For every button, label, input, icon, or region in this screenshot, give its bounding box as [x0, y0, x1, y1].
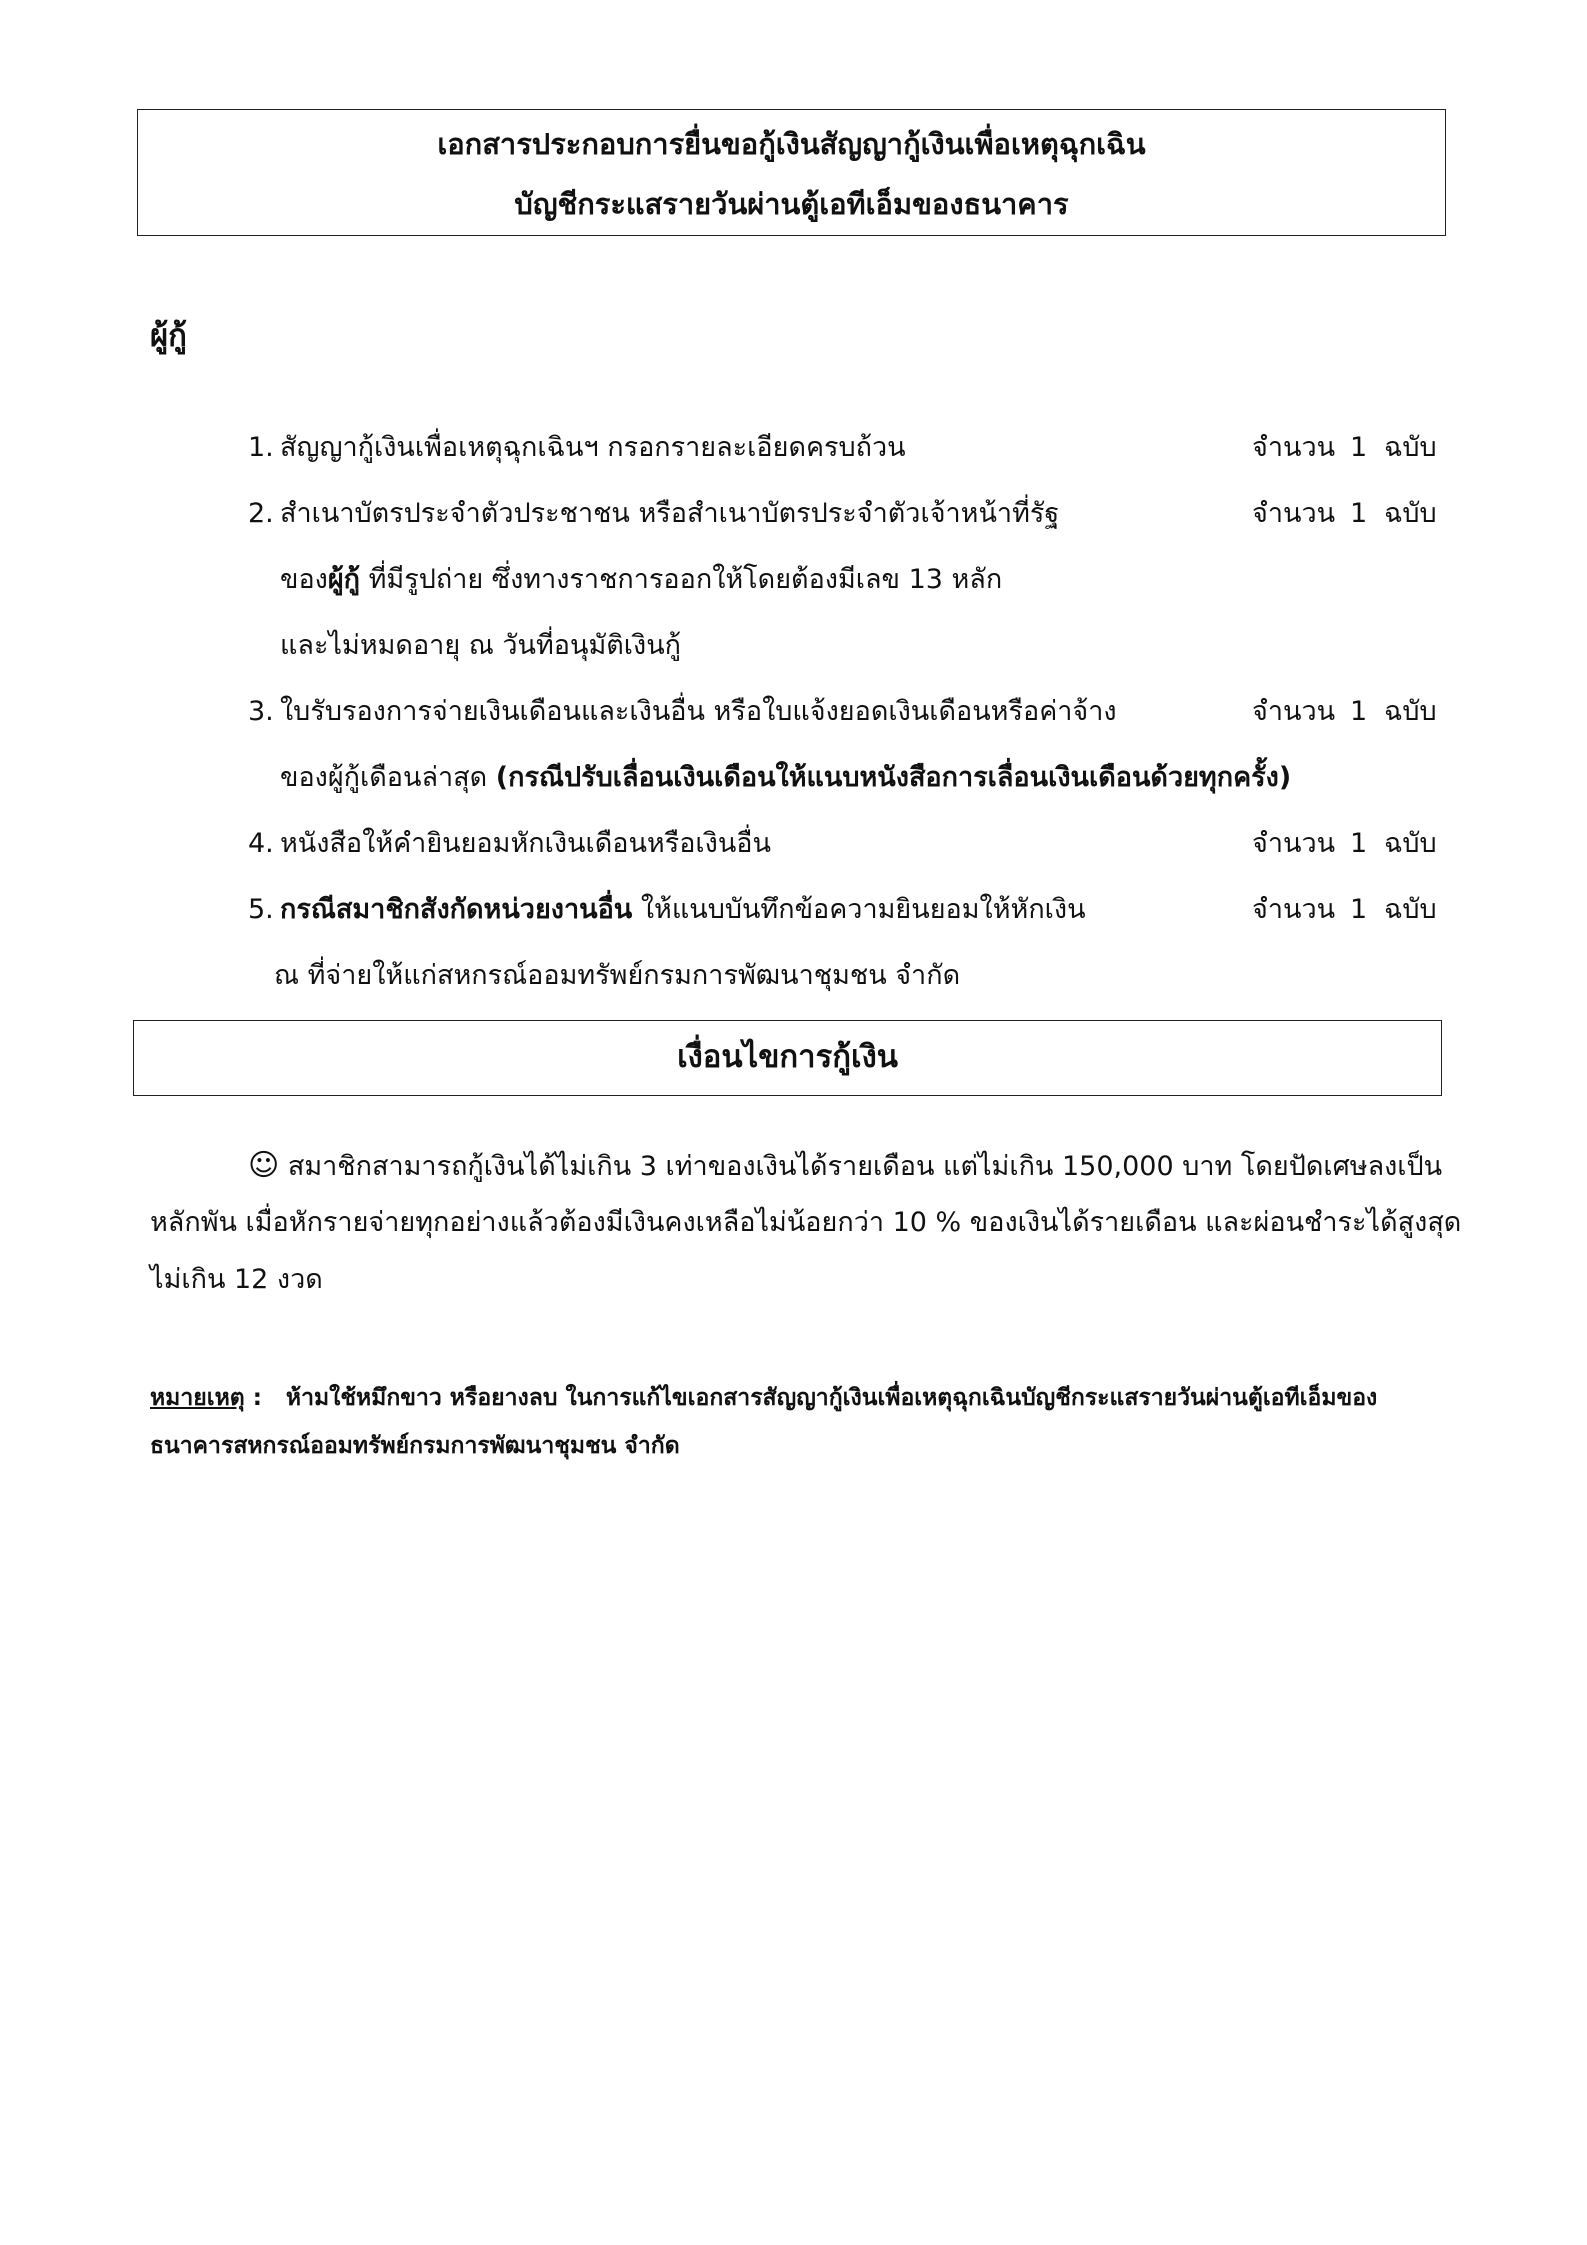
- conditions-line-3: ไม่เกิน 12 งวด: [150, 1264, 323, 1295]
- quantity-unit: ฉบับ: [1384, 696, 1437, 727]
- quantity-label: จำนวน: [1252, 498, 1336, 529]
- conditions-line-1: ☺ สมาชิกสามารถกู้เงินได้ไม่เกิน 3 เท่าของเงินได้รายเดือน แต่ไม่เกิน 150,000 บาท โดยปัดเศษลงเป็น: [248, 1148, 1443, 1183]
- quantity-unit: ฉบับ: [1384, 432, 1437, 463]
- item-text: ให้แนบบันทึกข้อความยินยอมให้หักเงิน: [632, 894, 1086, 925]
- smiley-icon: ☺: [248, 1148, 280, 1183]
- conditions-title: เงื่อนไขการกู้เงิน: [677, 1039, 898, 1075]
- quantity-item-1: [1252, 428, 1437, 468]
- quantity-item-2: [1252, 494, 1437, 534]
- item-number: 2.: [248, 498, 274, 529]
- quantity-label: จำนวน: [1252, 696, 1336, 727]
- borrower-heading: ผู้กู้: [150, 318, 187, 354]
- item-text: สัญญากู้เงินเพื่อเหตุฉุกเฉินฯ กรอกรายละเอียดครบถ้วน: [280, 432, 906, 463]
- quantity-value: 1: [1350, 432, 1368, 463]
- item-number: 5.: [248, 894, 274, 925]
- quantity-item-3: [1252, 692, 1437, 732]
- quantity-value: 1: [1350, 498, 1368, 529]
- remark-line-1: หมายเหตุ : ห้ามใช้หมึกขาว หรือยางลบ ในการแก้ไขเอกสารสัญญากู้เงินเพื่อเหตุฉุกเฉินบัญชีกระแสรายวันผ่านตู้เอทีเอ็มของ: [150, 1385, 1378, 1411]
- remark-line-2: ธนาคารสหกรณ์ออมทรัพย์กรมการพัฒนาชุมชน จำกัด: [150, 1433, 680, 1459]
- item-text: ใบรับรองการจ่ายเงินเดือนและเงินอื่น หรือใบแจ้งยอดเงินเดือนหรือค่าจ้าง: [280, 696, 1117, 727]
- item-3-continuation-1: ของผู้กู้เดือนล่าสุด (กรณีปรับเลื่อนเงินเดือนให้แนบหนังสือการเลื่อนเงินเดือนด้วยทุกครั้ง): [280, 762, 1292, 793]
- quantity-unit: ฉบับ: [1384, 498, 1437, 529]
- item-text: หนังสือให้คำยินยอมหักเงินเดือนหรือเงินอื่น: [280, 828, 771, 859]
- item-text-bold: กรณีสมาชิกสังกัดหน่วยงานอื่น: [280, 894, 633, 925]
- item-number: 4.: [248, 828, 274, 859]
- remark-label: หมายเหตุ: [150, 1385, 245, 1411]
- item-text: สำเนาบัตรประจำตัวประชาชน หรือสำเนาบัตรประจำตัวเจ้าหน้าที่รัฐ: [280, 498, 1060, 529]
- quantity-item-4: [1252, 824, 1437, 864]
- quantity-value: 1: [1350, 828, 1368, 859]
- item-number: 1.: [248, 432, 274, 463]
- quantity-label: จำนวน: [1252, 828, 1336, 859]
- item-5-continuation-1: ณ ที่จ่ายให้แก่สหกรณ์ออมทรัพย์กรมการพัฒนาชุมชน จำกัด: [274, 960, 961, 991]
- quantity-value: 1: [1350, 696, 1368, 727]
- quantity-unit: ฉบับ: [1384, 828, 1437, 859]
- quantity-unit: ฉบับ: [1384, 894, 1437, 925]
- quantity-item-5: [1252, 890, 1437, 930]
- conditions-line-2: หลักพัน เมื่อหักรายจ่ายทุกอย่างแล้วต้องมีเงินคงเหลือไม่น้อยกว่า 10 % ของเงินได้รายเดือน และผ่อนชำระได้สูงสุด: [150, 1207, 1462, 1238]
- document-title-line1: เอกสารประกอบการยื่นขอกู้เงินสัญญากู้เงินเพื่อเหตุฉุกเฉิน: [437, 127, 1146, 161]
- quantity-value: 1: [1350, 894, 1368, 925]
- title-box: [137, 109, 1446, 236]
- document-title-line2: บัญชีกระแสรายวันผ่านตู้เอทีเอ็มของธนาคาร: [514, 187, 1069, 221]
- item-2-continuation-2: และไม่หมดอายุ ณ วันที่อนุมัติเงินกู้: [280, 630, 682, 661]
- conditions-box: [133, 1020, 1442, 1096]
- quantity-label: จำนวน: [1252, 894, 1336, 925]
- quantity-label: จำนวน: [1252, 432, 1336, 463]
- item-2-continuation-1: ของผู้กู้ ที่มีรูปถ่าย ซึ่งทางราชการออกให้โดยต้องมีเลข 13 หลัก: [280, 564, 1003, 595]
- item-number: 3.: [248, 696, 274, 727]
